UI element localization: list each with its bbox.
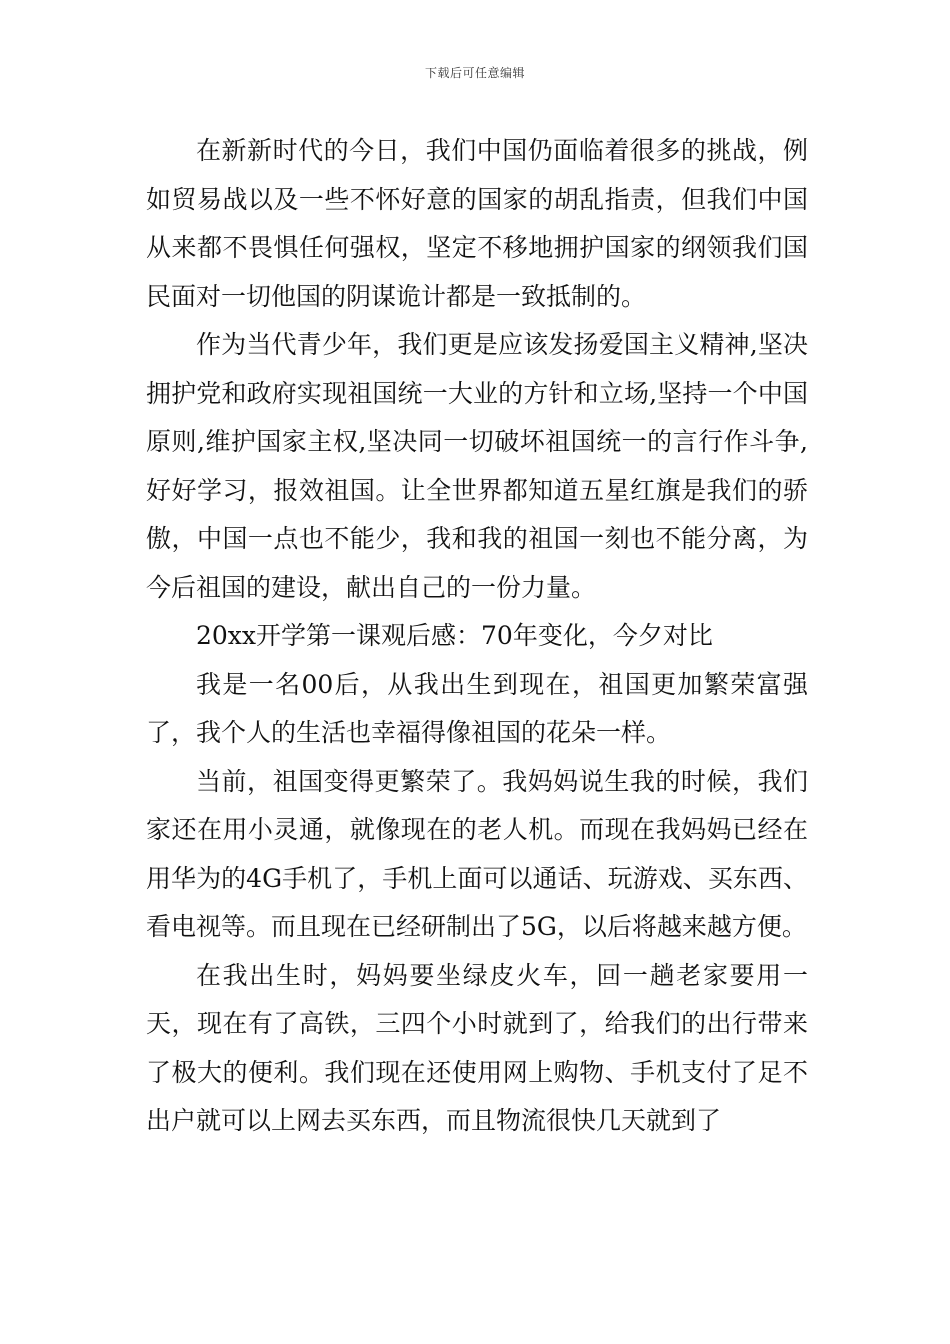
paragraph-4: 当前，祖国变得更繁荣了。我妈妈说生我的时候，我们家还在用小灵通，就像现在的老人机。而现在我妈妈已经在用华为的4G手机了，手机上面可以通话、玩游戏、买东西、看电视等。而且现在已经研制出了5G，以后将越来越方便。 [146,766,808,941]
header-note: 下载后可任意编辑 [424,66,525,80]
paragraph-3: 我是一名00后，从我出生到现在，祖国更加繁荣富强了，我个人的生活也幸福得像祖国的花朵一样。 [146,669,808,747]
paragraph-5: 在我出生时，妈妈要坐绿皮火车，回一趟老家要用一天，现在有了高铁，三四个小时就到了，给我们的出行带来了极大的便利。我们现在还使用网上购物、手机支付了足不出户就可以上网去买东西，而且物流很快几天就到了 [146,960,808,1135]
paragraph-2: 作为当代青少年，我们更是应该发扬爱国主义精神,坚决拥护党和政府实现祖国统一大业的方针和立场,坚持一个中国原则,维护国家主权,坚决同一切破坏祖国统一的言行作斗争,好好学习，报效祖国。让全世界都知道五星红旗是我们的骄傲，中国一点也不能少，我和我的祖国一刻也不能分离，为今后祖国的建设，献出自己的一份力量。 [146,330,808,602]
paragraph-1: 在新新时代的今日，我们中国仍面临着很多的挑战，例如贸易战以及一些不怀好意的国家的胡乱指责，但我们中国从来都不畏惧任何强权，坚定不移地拥护国家的纲领我们国民面对一切他国的阴谋诡计都是一致抵制的。 [146,136,808,311]
section-heading: 20xx开学第一课观后感：70年变化，今夕对比 [196,621,713,650]
document-body [146,127,808,1146]
